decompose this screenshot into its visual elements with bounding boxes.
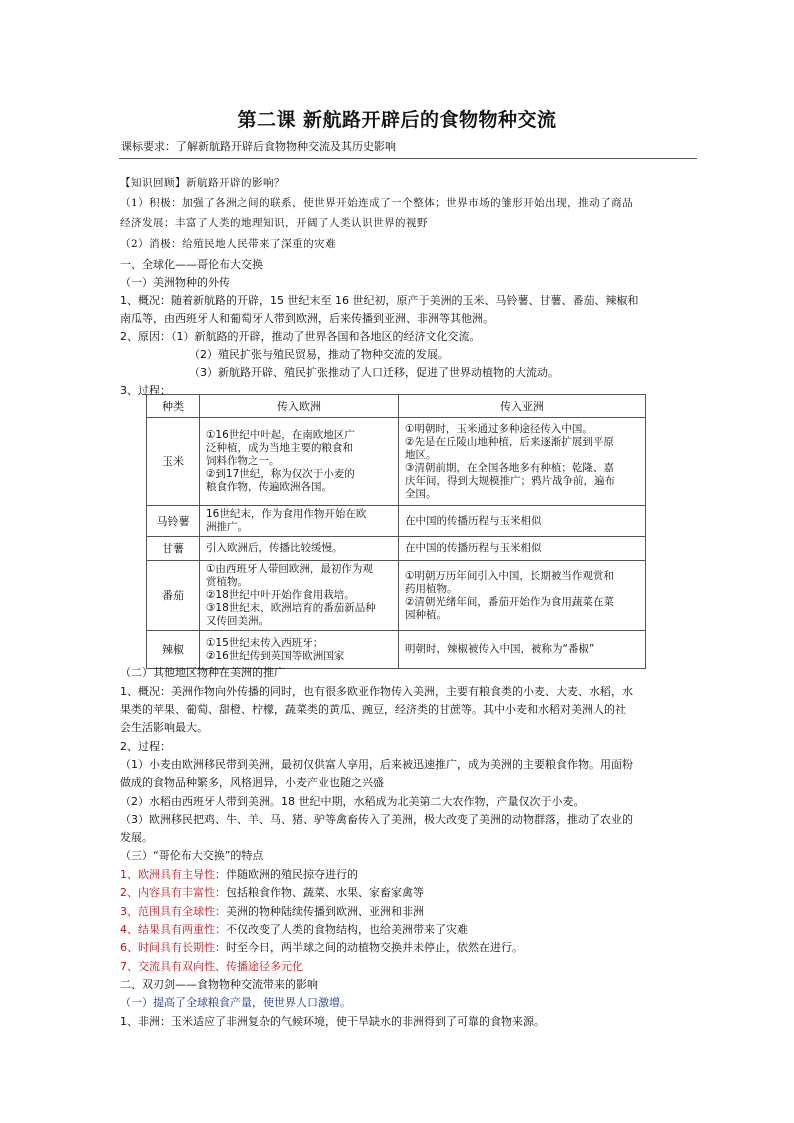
cell-text: ②到17世纪，称为仅次于小麦的 — [206, 468, 355, 480]
europe-cell — [200, 561, 399, 631]
process-heading-2: 2、过程： — [120, 740, 171, 753]
cell-text: 在中国的传播历程与玉米相似 — [405, 542, 542, 554]
cell-text: ①16世纪中叶起，在南欧地区广 — [206, 429, 355, 441]
section2-heading: 二、双刃剑——食物物种交流带来的影响 — [120, 978, 318, 991]
table-row-tomato — [147, 561, 646, 631]
feature-text: 美洲的物种陆续传播到欧洲、亚洲和非洲 — [226, 905, 424, 918]
asia-cell — [399, 418, 646, 506]
cell-text: 又传回美洲。 — [206, 615, 269, 627]
feature-text: 不仅改变了人类的食物结构，也给美洲带来了灾难 — [226, 923, 468, 936]
feature-text: 包括粮食作物、蔬菜、水果、家畜家禽等 — [226, 886, 424, 899]
livestock-2: 发展。 — [120, 831, 153, 844]
feature-item — [120, 866, 358, 884]
cell-text: 药用植物。 — [405, 582, 458, 595]
section1-sub2: （二）其他地区物种在美洲的推广 — [120, 666, 285, 679]
cell-text: 赏植物。 — [206, 576, 248, 588]
asia-cell — [399, 537, 646, 561]
feature-item — [120, 939, 523, 957]
cell-text: ③清朝前期，在全国各地多有种植；乾隆、嘉 — [405, 461, 614, 474]
cell-text: 在中国的传播历程与玉米相似 — [405, 514, 542, 527]
overview-2c: 会生活影响最大。 — [120, 721, 208, 734]
feature-label: 3、范围具有全球性： — [120, 905, 226, 918]
cell-text: 明朝时，辣椒被传入中国，被称为“番椒” — [405, 643, 595, 655]
section1-sub1: （一）美洲物种的外传 — [120, 276, 230, 289]
cell-text: 庆年间，得到大规模推广；鸦片战争前，遍布 — [405, 474, 615, 487]
cell-text: ②清朝光绪年间，番茄开始作为食用蔬菜在菜 — [405, 595, 614, 608]
table-row-pepper — [147, 631, 646, 669]
europe-cell — [200, 418, 399, 506]
cell-text: 园种植。 — [405, 608, 447, 621]
feature-label: 7、交流具有双向性、传播途径多元化 — [120, 960, 303, 973]
reason-3: （3）新航路开辟、殖民扩张推动了人口迁移，促进了世界动植物的大流动。 — [189, 366, 559, 379]
cell-text: 粮食作物，传遍欧洲各国。 — [206, 481, 332, 493]
cell-text: 16世纪末，作为食用作物开始在欧 — [206, 508, 367, 520]
cell-text: ②16世纪传到英国等欧洲国家 — [206, 649, 345, 662]
feature-item — [120, 921, 468, 939]
table-row-corn — [147, 418, 646, 506]
section1-sub3: （三）“哥伦布大交换”的特点 — [120, 849, 264, 862]
review-heading: 【知识回顾】新航路开辟的影响？ — [120, 177, 285, 189]
feature-item — [120, 884, 424, 902]
kind-cell: 甘薯 — [147, 537, 200, 561]
cell-text: 洲推广。 — [206, 521, 248, 533]
cell-text: ③18世纪末，欧洲培育的番茄新品种 — [206, 602, 376, 614]
wheat-1: （1）小麦由欧洲移民带到美洲，最初仅供富人享用，后来被迅速推广，成为美洲的主要粮食作物。用面粉 — [120, 758, 633, 771]
wheat-2: 做成的食物品种繁多，风格迥异，小麦产业也随之兴盛 — [120, 776, 384, 789]
cell-text: 地区。 — [405, 448, 437, 461]
review-positive-1: （1）积极：加强了各洲之间的联系，使世界开始连成了一个整体；世界市场的雏形开始出现，推动了商品 — [120, 197, 634, 209]
cell-text: ①由西班牙人带回欧洲，最初作为观 — [206, 563, 373, 575]
table-row-potato — [147, 506, 646, 537]
feature-item — [120, 958, 303, 976]
table-row-sweet-potato — [147, 537, 646, 561]
species-table — [146, 394, 646, 669]
table-header-asia: 传入亚洲 — [399, 395, 646, 418]
europe-cell — [200, 537, 399, 561]
table-header-kind: 种类 — [147, 395, 200, 418]
table-header-row — [147, 395, 646, 418]
cell-text: 全国。 — [405, 487, 437, 500]
europe-cell — [200, 506, 399, 537]
asia-cell — [399, 506, 646, 537]
livestock-1: （3）欧洲移民把鸡、牛、羊、马、猪、驴等禽畜传入了美洲，极大改变了美洲的动物群落，推动了农业的 — [120, 813, 633, 826]
feature-text: 伴随欧洲的殖民掠夺进行的 — [226, 868, 358, 881]
feature-label: 2、内容具有丰富性： — [120, 886, 226, 899]
overview-2a: 1、概况：美洲作物向外传播的同时，也有很多欧亚作物传入美洲，主要有粮食类的小麦、大麦、水稻，水 — [120, 685, 633, 698]
cell-text: 引入欧洲后，传播比较缓慢。 — [206, 542, 343, 554]
rice: （2）水稻由西班牙人带到美洲。18 世纪中期，水稻成为北美第二大农作物，产量仅次于小麦。 — [120, 795, 585, 808]
kind-cell: 辣椒 — [147, 631, 200, 669]
kind-cell: 番茄 — [147, 561, 200, 631]
process-heading: 3、过程： — [120, 384, 171, 397]
table-header-europe: 传入欧洲 — [200, 395, 399, 418]
page-title: 第二课 新航路开辟后的食物物种交流 — [237, 109, 557, 131]
overview-1a: 1、概况：随着新航路的开辟，15 世纪末至 16 世纪初，原产于美洲的玉米、马铃薯、甘薯、番茄、辣椒和 — [120, 294, 639, 307]
cell-text: ①15世纪末传入西班牙； — [206, 636, 324, 649]
cell-text: ①明朝时，玉米通过多种途径传入中国。 — [405, 422, 593, 435]
curriculum-standard: 课标要求：了解新航路开辟后食物物种交流及其历史影响 — [121, 140, 396, 153]
overview-1b: 南瓜等，由西班牙人和葡萄牙人带到欧洲，后来传播到亚洲、非洲等其他洲。 — [120, 312, 494, 325]
review-negative: （2）消极：给殖民地人民带来了深重的灾难 — [120, 238, 337, 250]
feature-label: 6、时间具有长期性： — [120, 941, 226, 954]
cell-text: ②先是在丘陵山地种植，后来逐渐扩展到平原 — [405, 435, 614, 448]
kind-cell: 玉米 — [147, 418, 200, 506]
reason-1: 2、原因：（1）新航路的开辟，推动了世界各国和各地区的经济文化交流。 — [120, 330, 481, 343]
section2-sub1: （一）提高了全球粮食产量，使世界人口激增。 — [120, 996, 351, 1009]
reason-2: （2）殖民扩张与殖民贸易，推动了物种交流的发展。 — [189, 348, 449, 361]
cell-text: ②18世纪中叶开始作食用栽培。 — [206, 589, 355, 601]
feature-text: 时至今日，两半球之间的动植物交换并未停止，依然在进行。 — [226, 941, 523, 954]
overview-2b: 果类的苹果、葡萄、甜橙、柠檬，蔬菜类的黄瓜、豌豆，经济类的甘蔗等。其中小麦和水稻对美洲人的社 — [120, 703, 626, 716]
asia-cell — [399, 631, 646, 669]
cell-text: 饲料作物之一。 — [206, 455, 280, 467]
cell-text: ①明朝万历年间引入中国，长期被当作观赏和 — [405, 569, 614, 582]
africa-impact: 1、非洲：玉米适应了非洲复杂的气候环境，使干旱缺水的非洲得到了可靠的食物来源。 — [120, 1015, 545, 1028]
cell-text: 泛种植，成为当地主要的粮食和 — [206, 442, 353, 454]
header-divider — [119, 158, 697, 159]
europe-cell — [200, 631, 399, 669]
feature-label: 4、结果具有两重性： — [120, 923, 226, 936]
feature-label: 1、欧洲具有主导性： — [120, 868, 226, 881]
review-positive-2: 经济发展；丰富了人类的地理知识，开阔了人类认识世界的视野 — [120, 217, 428, 229]
feature-item — [120, 903, 424, 921]
kind-cell: 马铃薯 — [147, 506, 200, 537]
section1-heading: 一、全球化——哥伦布大交换 — [120, 258, 263, 271]
asia-cell — [399, 561, 646, 631]
